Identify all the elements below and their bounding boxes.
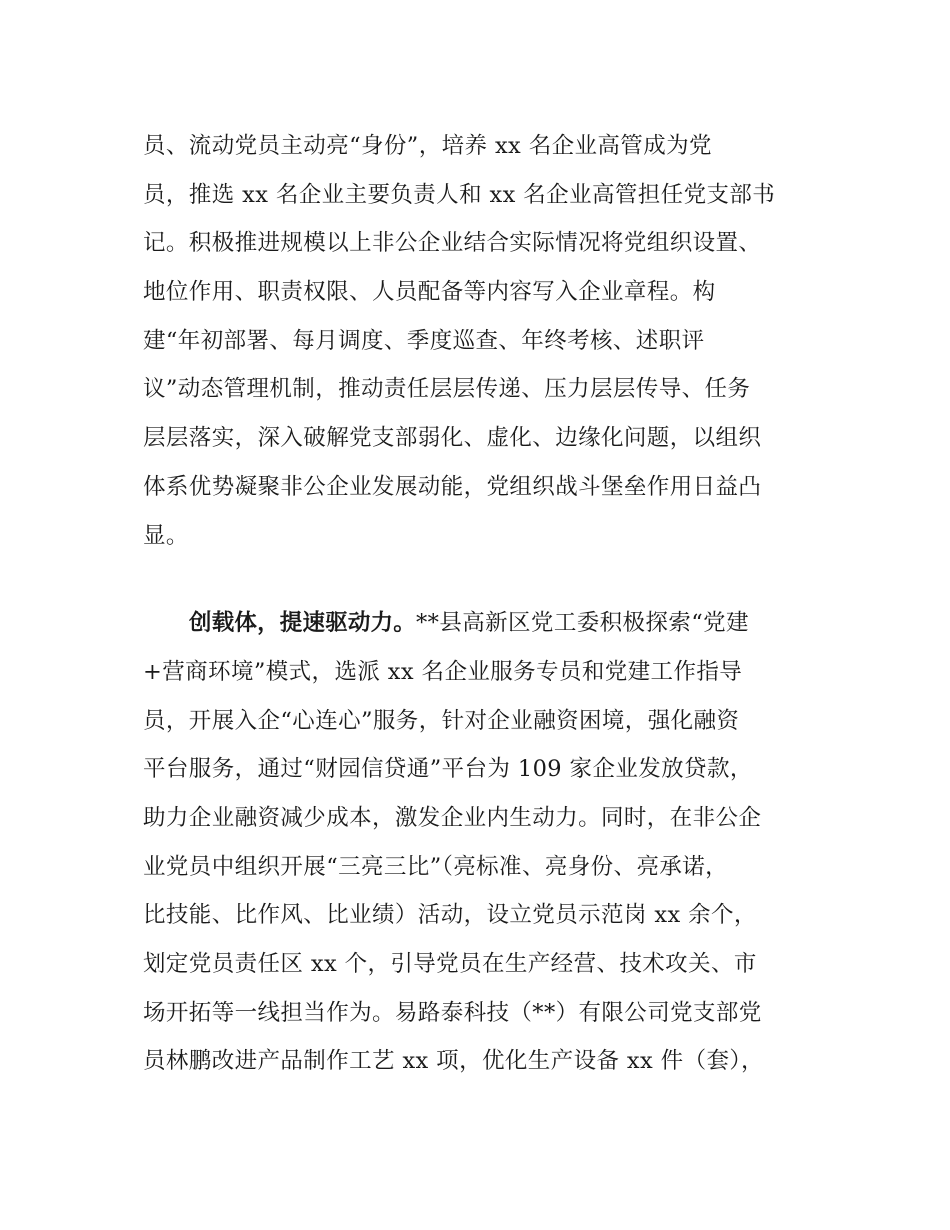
paragraph-line: 员、流动党员主动亮“身份”，培养 xx 名企业高管成为党: [143, 133, 712, 159]
paragraph-line: 平台服务，通过“财园信贷通”平台为 109 家企业发放贷款，: [143, 756, 753, 783]
document-body: [143, 122, 813, 1086]
paragraph-line: 显。: [143, 522, 189, 549]
paragraph-line: 员林鹏改进产品制作工艺 xx 项，优化生产设备 xx 件（套），: [143, 1048, 764, 1075]
paragraph-1: [143, 122, 813, 560]
paragraph-line: +营商环境”模式，选派 xx 名企业服务专员和党建工作指导: [143, 658, 743, 685]
paragraph-line: 比技能、比作风、比业绩）活动，设立党员示范岗 xx 余个，: [143, 902, 757, 929]
paragraph-line: 场开拓等一线担当作为。易路泰科技（**）有限公司党支部党: [143, 999, 762, 1026]
paragraph-line: 体系优势凝聚非公企业发展动能，党组织战斗堡垒作用日益凸: [143, 473, 762, 500]
paragraph-line: 员，开展入企“心连心”服务，针对企业融资困境，强化融资: [143, 707, 740, 734]
paragraph-line: 员，推选 xx 名企业主要负责人和 xx 名企业高管担任党支部书: [143, 181, 776, 208]
paragraph-line: 议”动态管理机制，推动责任层层传递、压力层层传导、任务: [143, 376, 751, 403]
paragraph-line: 地位作用、职责权限、人员配备等内容写入企业章程。构: [143, 279, 716, 306]
paragraph-line: 划定党员责任区 xx 个，引导党员在生产经营、技术攻关、市: [143, 951, 757, 977]
paragraph-line: 助力企业融资减少成本，激发企业内生动力。同时，在非公企: [143, 804, 762, 831]
paragraph-2: [143, 599, 813, 1086]
paragraph-first-line-text: **县高新区党工委积极探索“党建: [416, 610, 749, 637]
paragraph-line: 记。积极推进规模以上非公企业结合实际情况将党组织设置、: [143, 230, 762, 257]
paragraph-spacer: [143, 560, 813, 599]
paragraph-line: 层层落实，深入破解党支部弱化、虚化、边缘化问题，以组织: [143, 425, 762, 452]
paragraph-line: 建“年初部署、每月调度、季度巡查、年终考核、述职评: [143, 327, 705, 354]
paragraph-first-line: [143, 599, 813, 648]
paragraph-heading: 创载体，提速驱动力。: [189, 610, 417, 637]
paragraph-line: 业党员中组织开展“三亮三比”（亮标准、亮身份、亮承诺，: [143, 853, 729, 880]
